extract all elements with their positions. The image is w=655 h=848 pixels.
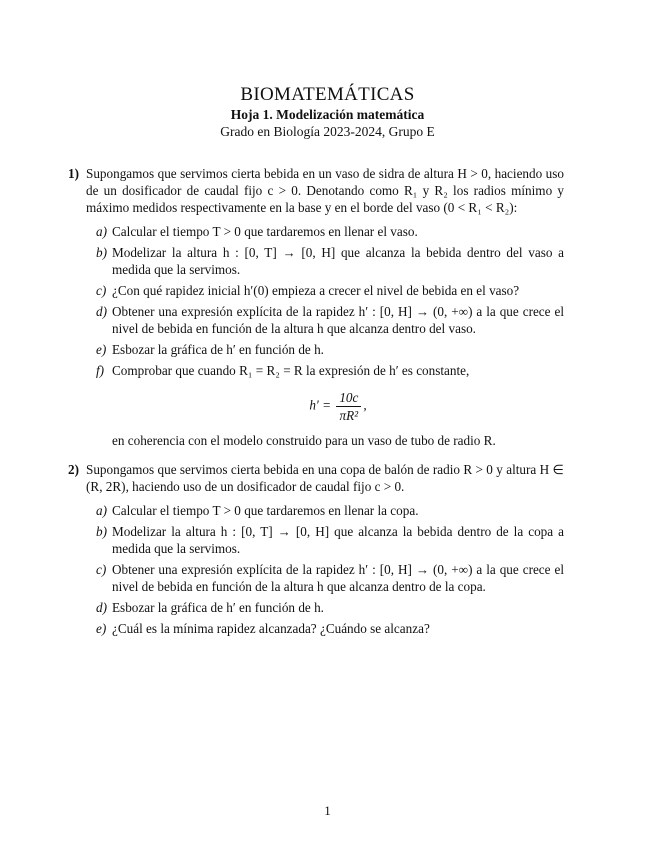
problem-statement: Supongamos que servimos cierta bebida en un vaso de sidra de altura H > 0, haciendo uso de un dosificador de caudal fijo c > 0. Denotando como R₁ y R₂ los radios mínimo y máximo medidos respectivamente en la base y en el borde del vaso (0 < R₁ < R₂): (86, 166, 564, 215)
sub-question (86, 523, 564, 557)
sub-question-text: Esbozar la gráfica de h′ en función de h. (112, 600, 324, 615)
sub-question-text: Calcular el tiempo T > 0 que tardaremos en llenar el vaso. (112, 224, 418, 239)
sub-question-label: c) (96, 562, 107, 577)
problem-number: 2) (68, 462, 79, 477)
sub-question-label: d) (96, 304, 107, 319)
fraction-denominator: πR² (339, 408, 359, 423)
equation-followup: en coherencia con el modelo construido para un vaso de tubo de radio R. (112, 433, 496, 448)
sub-question (86, 341, 564, 358)
exercise-list (68, 165, 564, 641)
sub-question-text: ¿Cuál es la mínima rapidez alcanzada? ¿Cuándo se alcanza? (112, 621, 430, 636)
sub-question-label: f) (96, 363, 105, 378)
problem-1 (68, 165, 564, 449)
display-equation (112, 389, 564, 424)
document-header (0, 80, 655, 140)
sub-question-text: Obtener una expresión explícita de la rapidez h′ : [0, H] → (0, +∞) a la que crece el nivel de bebida en función de la altura h que alcanza dentro de la copa. (112, 562, 564, 594)
sub-question (86, 223, 564, 240)
fraction-numerator: 10c (336, 389, 361, 407)
sub-question-text: Calcular el tiempo T > 0 que tardaremos en llenar la copa. (112, 503, 419, 518)
sub-question-list (86, 223, 564, 449)
sub-question-label: a) (96, 224, 107, 239)
document-title: BIOMATEMÁTICAS (240, 84, 415, 105)
sub-question-text: Obtener una expresión explícita de la rapidez h′ : [0, H] → (0, +∞) a la que crece el nivel de bebida en función de la altura h que alcanza dentro del vaso. (112, 304, 564, 336)
sub-question-label: e) (96, 342, 107, 357)
sub-question-label: c) (96, 283, 107, 298)
problem-number: 1) (68, 166, 79, 181)
sub-question (86, 502, 564, 519)
sub-question-text: Comprobar que cuando R₁ = R₂ = R la expresión de h′ es constante, (112, 363, 470, 378)
sub-question-label: e) (96, 621, 107, 636)
sub-question-label: b) (96, 524, 107, 539)
sub-question-text: Modelizar la altura h : [0, T] → [0, H] que alcanza la bebida dentro de la copa a medida que la servimos. (112, 524, 564, 556)
sub-question (86, 282, 564, 299)
sub-question-text: Modelizar la altura h : [0, T] → [0, H] que alcanza la bebida dentro del vaso a medida que la servimos. (112, 245, 564, 277)
sub-question-text: Esbozar la gráfica de h′ en función de h. (112, 342, 324, 357)
equation-tail: , (363, 397, 367, 413)
sub-question-label: d) (96, 600, 107, 615)
sub-question-label: b) (96, 245, 107, 260)
course-info: Grado en Biología 2023-2024, Grupo E (220, 124, 435, 139)
problem-2 (68, 461, 564, 637)
problem-statement: Supongamos que servimos cierta bebida en una copa de balón de radio R > 0 y altura H ∈ (R, 2R), haciendo uso de un dosificador de caudal fijo c > 0. (86, 462, 564, 494)
equation-fraction (336, 389, 361, 424)
sub-question (86, 362, 564, 449)
sub-question-list (86, 502, 564, 637)
equation-lhs: h′ = (309, 397, 332, 413)
sub-question (86, 561, 564, 595)
sub-question (86, 303, 564, 337)
sub-question-text: ¿Con qué rapidez inicial h′(0) empieza a crecer el nivel de bebida en el vaso? (112, 283, 520, 298)
sub-question (86, 599, 564, 616)
sub-question (86, 244, 564, 278)
document-subtitle: Hoja 1. Modelización matemática (230, 107, 425, 122)
sub-question-label: a) (96, 503, 107, 518)
page-number: 1 (324, 803, 331, 818)
sub-question (86, 620, 564, 637)
